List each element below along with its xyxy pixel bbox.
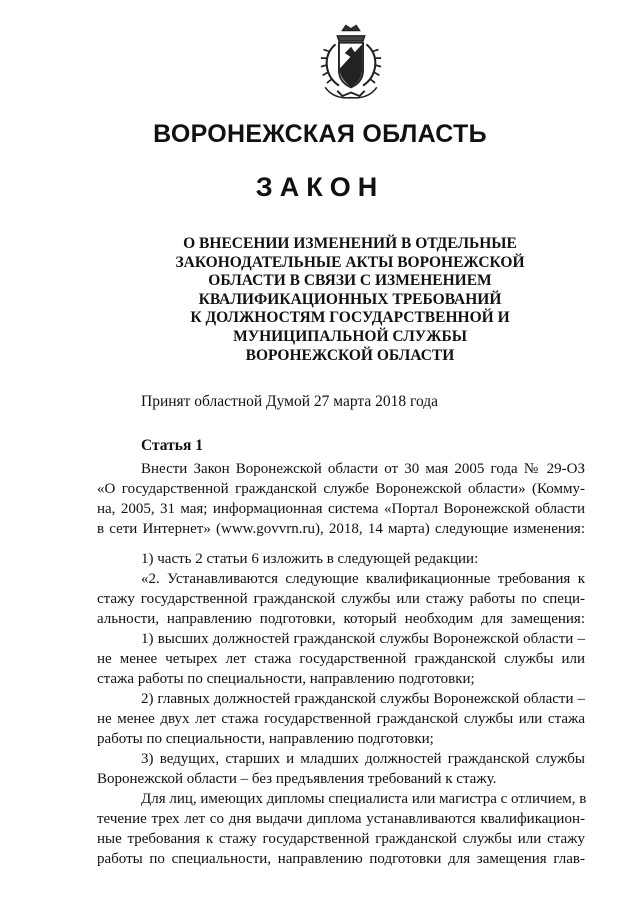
article-text-line: Воронежской области – без предъявления требований к стажу. bbox=[97, 771, 497, 787]
law-title-line: КВАЛИФИКАЦИОННЫХ ТРЕБОВАНИЙ bbox=[198, 290, 502, 308]
law-title-line: МУНИЦИПАЛЬНОЙ СЛУЖБЫ bbox=[233, 327, 467, 345]
article-text-line: Внести Закон Воронежской области от 30 мая 2005 года № 29-ОЗ bbox=[141, 461, 585, 477]
article-text-line: не менее четырех лет стажа государственной гражданской службы или bbox=[97, 651, 585, 667]
article-text-line: 1) высших должностей гражданской службы Воронежской области – bbox=[141, 631, 585, 647]
article-text-line: работы по специальности, направлению подготовки; bbox=[97, 731, 434, 747]
article-heading: Статья 1 bbox=[141, 437, 203, 454]
article-text-line: 1) часть 2 статьи 6 изложить в следующей редакции: bbox=[141, 551, 479, 567]
law-title-line: О ВНЕСЕНИИ ИЗМЕНЕНИЙ В ОТДЕЛЬНЫЕ bbox=[183, 235, 517, 252]
law-title-line: ОБЛАСТИ В СВЯЗИ С ИЗМЕНЕНИЕМ bbox=[208, 272, 492, 290]
coat-of-arms-emblem bbox=[308, 22, 394, 108]
article-text-line: «2. Устанавливаются следующие квалификационные требования к bbox=[141, 571, 585, 587]
article-text-line: течение трех лет со дня выдачи диплома устанавливаются квалификацион- bbox=[97, 811, 585, 827]
article-text-line: в сети Интернет» (www.govvrn.ru), 2018, 14 марта) следующие изменения: bbox=[97, 521, 585, 537]
article-text-line: стажу государственной гражданской службы или стажу работы по специ- bbox=[97, 591, 585, 607]
region-name: ВОРОНЕЖСКАЯ ОБЛАСТЬ bbox=[153, 120, 487, 148]
article-text-line: ные требования к стажу государственной гражданской службы или стажу bbox=[97, 831, 585, 847]
article-text-line: на, 2005, 31 мая; информационная система «Портал Воронежской области bbox=[97, 501, 585, 517]
article-text-line: стажа работы по специальности, направлению подготовки; bbox=[97, 671, 475, 687]
article-text-line: альности, направлению подготовки, который необходим для замещения: bbox=[97, 611, 585, 627]
article-text-line: работы по специальности, направлению подготовки для замещения глав- bbox=[97, 851, 585, 867]
document-type: ЗАКОН bbox=[255, 172, 385, 202]
article-text-line: Для лиц, имеющих дипломы специалиста или магистра с отличием, в bbox=[141, 791, 587, 807]
article-text-line: 3) ведущих, старших и младших должностей гражданской службы bbox=[141, 751, 585, 767]
article-text-line: «О государственной гражданской службе Воронежской области» (Комму- bbox=[97, 481, 585, 497]
adoption-date: Принят областной Думой 27 марта 2018 года bbox=[141, 393, 439, 410]
law-title-line: ВОРОНЕЖСКОЙ ОБЛАСТИ bbox=[245, 346, 455, 364]
article-text-line: не менее двух лет стажа государственной гражданской службы или стажа bbox=[97, 711, 585, 727]
law-title-line: К ДОЛЖНОСТЯМ ГОСУДАРСТВЕННОЙ И bbox=[190, 309, 510, 327]
law-title bbox=[140, 235, 560, 365]
law-title-line: ЗАКОНОДАТЕЛЬНЫЕ АКТЫ ВОРОНЕЖСКОЙ bbox=[175, 253, 525, 271]
article-text-line: 2) главных должностей гражданской службы Воронежской области – bbox=[141, 691, 585, 707]
